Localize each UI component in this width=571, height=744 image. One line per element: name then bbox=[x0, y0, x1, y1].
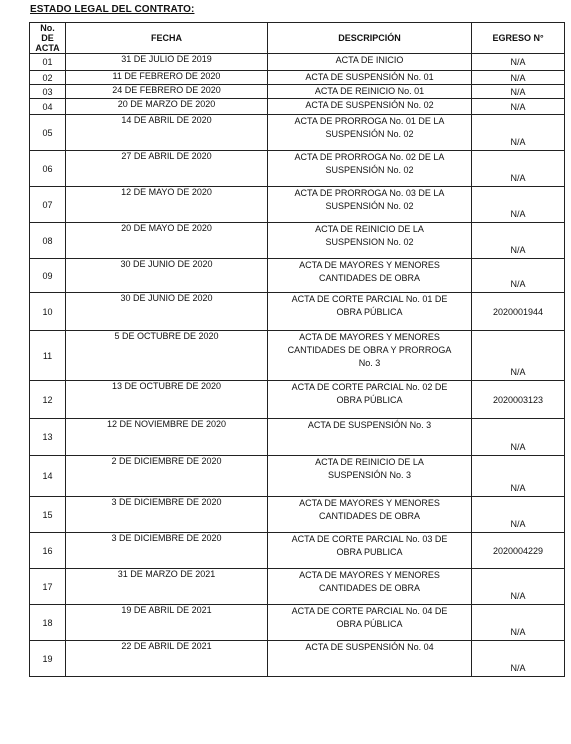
table-row bbox=[30, 293, 565, 331]
egreso-cell: N/A bbox=[472, 115, 565, 151]
egreso-cell: N/A bbox=[472, 151, 565, 187]
fecha-cell: 13 DE OCTUBRE DE 2020 bbox=[66, 381, 268, 419]
fecha-cell: 5 DE OCTUBRE DE 2020 bbox=[66, 331, 268, 381]
column-header-egreso: EGRESO N° bbox=[472, 23, 565, 54]
acta-number-cell: 17 bbox=[30, 569, 66, 605]
descripcion-cell bbox=[268, 54, 472, 71]
table-row bbox=[30, 259, 565, 293]
egreso-cell: N/A bbox=[472, 456, 565, 497]
descripcion-cell bbox=[268, 223, 472, 259]
egreso-cell: N/A bbox=[472, 569, 565, 605]
column-header-descripcion: DESCRIPCIÓN bbox=[268, 23, 472, 54]
acta-number-cell: 11 bbox=[30, 331, 66, 381]
table-row bbox=[30, 331, 565, 381]
fecha-cell: 20 DE MARZO DE 2020 bbox=[66, 99, 268, 115]
table-row bbox=[30, 456, 565, 497]
column-header-no-line: No. bbox=[40, 23, 55, 33]
descripcion-line: ACTA DE CORTE PARCIAL No. 01 DE bbox=[291, 294, 448, 304]
table-row bbox=[30, 569, 565, 605]
table-row bbox=[30, 85, 565, 99]
table-row bbox=[30, 71, 565, 85]
table-row bbox=[30, 115, 565, 151]
table-row bbox=[30, 419, 565, 456]
contract-status-table bbox=[29, 22, 565, 677]
descripcion-line: SUSPENSIÓN No. 02 bbox=[325, 165, 414, 175]
egreso-cell: N/A bbox=[472, 187, 565, 223]
acta-number-cell: 06 bbox=[30, 151, 66, 187]
descripcion-line: OBRA PÚBLICA bbox=[336, 395, 403, 405]
descripcion-line: SUSPENSION No. 02 bbox=[325, 237, 414, 247]
table-row bbox=[30, 187, 565, 223]
fecha-cell: 24 DE FEBRERO DE 2020 bbox=[66, 85, 268, 99]
egreso-cell: 2020003123 bbox=[472, 381, 565, 419]
fecha-cell: 20 DE MAYO DE 2020 bbox=[66, 223, 268, 259]
descripcion-line: ACTA DE CORTE PARCIAL No. 03 DE bbox=[291, 534, 448, 544]
descripcion-line: OBRA PÚBLICA bbox=[336, 307, 403, 317]
descripcion-line: OBRA PÚBLICA bbox=[336, 619, 403, 629]
fecha-cell: 27 DE ABRIL DE 2020 bbox=[66, 151, 268, 187]
descripcion-line: ACTA DE MAYORES Y MENORES bbox=[299, 332, 440, 342]
table-row bbox=[30, 99, 565, 115]
descripcion-line: CANTIDADES DE OBRA bbox=[318, 583, 421, 593]
table-row bbox=[30, 641, 565, 677]
egreso-cell: N/A bbox=[472, 99, 565, 115]
descripcion-line: ACTA DE REINICIO DE LA bbox=[315, 224, 424, 234]
fecha-cell: 3 DE DICIEMBRE DE 2020 bbox=[66, 497, 268, 533]
column-header-no bbox=[30, 23, 66, 54]
table-row bbox=[30, 151, 565, 187]
acta-number-cell: 16 bbox=[30, 533, 66, 569]
descripcion-line: ACTA DE SUSPENSIÓN No. 04 bbox=[305, 642, 434, 652]
descripcion-line: SUSPENSIÓN No. 3 bbox=[327, 470, 412, 480]
table-row bbox=[30, 533, 565, 569]
acta-number-cell: 07 bbox=[30, 187, 66, 223]
descripcion-cell bbox=[268, 293, 472, 331]
egreso-cell: N/A bbox=[472, 54, 565, 71]
descripcion-line: ACTA DE PRORROGA No. 01 DE LA bbox=[294, 116, 445, 126]
fecha-cell: 12 DE NOVIEMBRE DE 2020 bbox=[66, 419, 268, 456]
table-row bbox=[30, 497, 565, 533]
egreso-cell: N/A bbox=[472, 419, 565, 456]
descripcion-cell bbox=[268, 115, 472, 151]
descripcion-cell bbox=[268, 605, 472, 641]
descripcion-line: ACTA DE SUSPENSIÓN No. 01 bbox=[305, 72, 434, 82]
descripcion-cell bbox=[268, 456, 472, 497]
descripcion-line: ACTA DE PRORROGA No. 02 DE LA bbox=[294, 152, 445, 162]
egreso-cell: N/A bbox=[472, 259, 565, 293]
descripcion-cell bbox=[268, 497, 472, 533]
descripcion-line: SUSPENSIÓN No. 02 bbox=[325, 201, 414, 211]
descripcion-line: OBRA PUBLICA bbox=[336, 547, 403, 557]
acta-number-cell: 03 bbox=[30, 85, 66, 99]
acta-number-cell: 08 bbox=[30, 223, 66, 259]
descripcion-cell bbox=[268, 85, 472, 99]
fecha-cell: 11 DE FEBRERO DE 2020 bbox=[66, 71, 268, 85]
acta-number-cell: 14 bbox=[30, 456, 66, 497]
descripcion-cell bbox=[268, 99, 472, 115]
descripcion-line: ACTA DE SUSPENSIÓN No. 3 bbox=[307, 420, 432, 430]
descripcion-line: ACTA DE PRORROGA No. 03 DE LA bbox=[294, 188, 445, 198]
egreso-cell: N/A bbox=[472, 223, 565, 259]
acta-number-cell: 13 bbox=[30, 419, 66, 456]
egreso-cell: 2020004229 bbox=[472, 533, 565, 569]
fecha-cell: 3 DE DICIEMBRE DE 2020 bbox=[66, 533, 268, 569]
descripcion-line: SUSPENSIÓN No. 02 bbox=[325, 129, 414, 139]
descripcion-line: ACTA DE CORTE PARCIAL No. 02 DE bbox=[291, 382, 448, 392]
descripcion-cell bbox=[268, 641, 472, 677]
egreso-cell: N/A bbox=[472, 71, 565, 85]
fecha-cell: 2 DE DICIEMBRE DE 2020 bbox=[66, 456, 268, 497]
table-row bbox=[30, 605, 565, 641]
acta-number-cell: 19 bbox=[30, 641, 66, 677]
egreso-cell: N/A bbox=[472, 331, 565, 381]
descripcion-cell bbox=[268, 187, 472, 223]
descripcion-line: ACTA DE CORTE PARCIAL No. 04 DE bbox=[291, 606, 448, 616]
table-row bbox=[30, 381, 565, 419]
descripcion-line: CANTIDADES DE OBRA Y PRORROGA bbox=[287, 345, 452, 355]
egreso-cell: N/A bbox=[472, 605, 565, 641]
acta-number-cell: 10 bbox=[30, 293, 66, 331]
descripcion-line: ACTA DE SUSPENSIÓN No. 02 bbox=[305, 100, 434, 110]
egreso-cell: 2020001944 bbox=[472, 293, 565, 331]
fecha-cell: 12 DE MAYO DE 2020 bbox=[66, 187, 268, 223]
acta-number-cell: 18 bbox=[30, 605, 66, 641]
descripcion-cell bbox=[268, 533, 472, 569]
fecha-cell: 30 DE JUNIO DE 2020 bbox=[66, 293, 268, 331]
descripcion-line: ACTA DE REINICIO DE LA bbox=[315, 457, 424, 467]
descripcion-cell bbox=[268, 569, 472, 605]
fecha-cell: 31 DE MARZO DE 2021 bbox=[66, 569, 268, 605]
table-row bbox=[30, 223, 565, 259]
table-row bbox=[30, 54, 565, 71]
descripcion-cell bbox=[268, 419, 472, 456]
fecha-cell: 31 DE JULIO DE 2019 bbox=[66, 54, 268, 71]
fecha-cell: 30 DE JUNIO DE 2020 bbox=[66, 259, 268, 293]
fecha-cell: 14 DE ABRIL DE 2020 bbox=[66, 115, 268, 151]
egreso-cell: N/A bbox=[472, 497, 565, 533]
descripcion-cell bbox=[268, 259, 472, 293]
descripcion-cell bbox=[268, 381, 472, 419]
descripcion-line: ACTA DE MAYORES Y MENORES bbox=[299, 498, 440, 508]
column-header-no-line: DE bbox=[41, 33, 54, 43]
descripcion-line: ACTA DE MAYORES Y MENORES bbox=[299, 570, 440, 580]
section-heading: ESTADO LEGAL DEL CONTRATO: bbox=[30, 4, 195, 15]
column-header-fecha: FECHA bbox=[66, 23, 268, 54]
acta-number-cell: 01 bbox=[30, 54, 66, 71]
acta-number-cell: 15 bbox=[30, 497, 66, 533]
descripcion-line: CANTIDADES DE OBRA bbox=[318, 273, 421, 283]
acta-number-cell: 12 bbox=[30, 381, 66, 419]
acta-number-cell: 04 bbox=[30, 99, 66, 115]
descripcion-line: ACTA DE INICIO bbox=[335, 55, 404, 65]
fecha-cell: 22 DE ABRIL DE 2021 bbox=[66, 641, 268, 677]
descripcion-line: ACTA DE MAYORES Y MENORES bbox=[299, 260, 440, 270]
column-header-no-line: ACTA bbox=[35, 43, 60, 53]
acta-number-cell: 02 bbox=[30, 71, 66, 85]
fecha-cell: 19 DE ABRIL DE 2021 bbox=[66, 605, 268, 641]
egreso-cell: N/A bbox=[472, 641, 565, 677]
descripcion-line: No. 3 bbox=[358, 358, 381, 368]
descripcion-cell bbox=[268, 151, 472, 187]
descripcion-cell bbox=[268, 331, 472, 381]
egreso-cell: N/A bbox=[472, 85, 565, 99]
acta-number-cell: 09 bbox=[30, 259, 66, 293]
acta-number-cell: 05 bbox=[30, 115, 66, 151]
descripcion-line: CANTIDADES DE OBRA bbox=[318, 511, 421, 521]
descripcion-line: ACTA DE REINICIO No. 01 bbox=[314, 86, 425, 96]
descripcion-cell bbox=[268, 71, 472, 85]
table-header-row bbox=[30, 23, 565, 54]
